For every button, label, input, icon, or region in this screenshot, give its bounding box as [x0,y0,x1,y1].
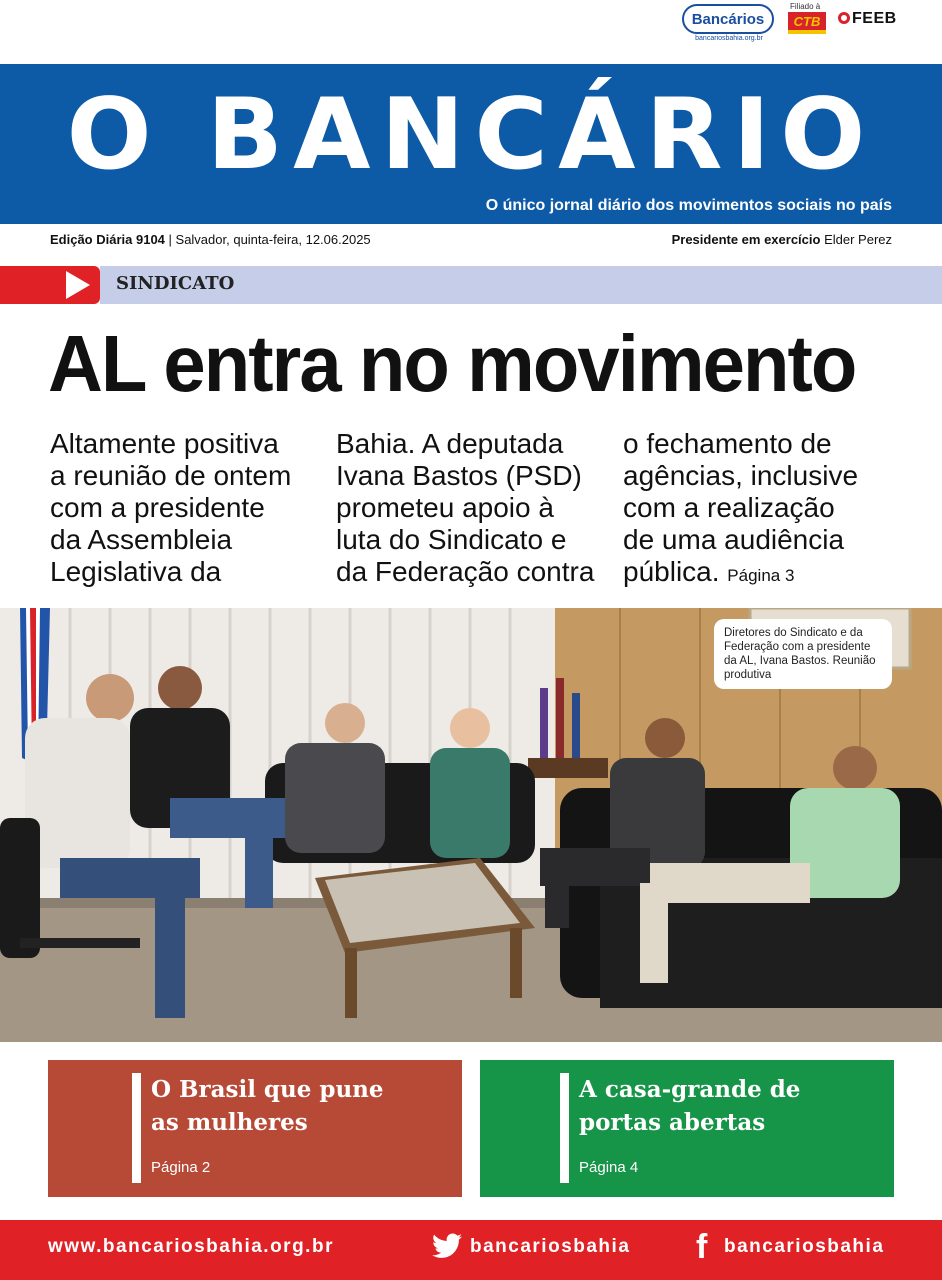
feeb-logo-icon [838,12,850,24]
feeb-logo: FEEB [852,10,897,27]
president-name: Elder Perez [824,232,892,247]
story-column-3 [623,428,893,592]
teaser-accent-bar [560,1073,569,1183]
story-page-ref: Página 3 [727,566,795,585]
edition-info [50,232,371,247]
play-icon [66,271,90,299]
footer-website-link[interactable]: www.bancariosbahia.org.br [48,1236,334,1257]
edition-place-date: | Salvador, quinta-feira, 12.06.2025 [168,232,371,247]
president-label: Presidente em exercício [671,232,821,247]
filiado-label: Filiado à [790,2,821,11]
president-info [672,232,892,247]
ctb-logo: CTB [788,12,826,34]
bancarios-logo: Bancários [682,4,774,34]
footer-twitter-handle[interactable]: bancariosbahia [470,1236,631,1257]
story-column-2: Bahia. A deputada Ivana Bastos (PSD) prometeu apoio à luta do Sindicato e da Federação contra [336,428,595,587]
teaser-title: O Brasil que pune as mulheres [151,1076,384,1136]
main-headline: AL entra no movimento [48,319,856,408]
facebook-icon[interactable]: f [696,1228,708,1266]
story-column-1: Altamente positiva a reunião de ontem com a presidente da Assembleia Legislativa da [50,428,292,587]
edition-number: Edição Diária 9104 [50,232,165,247]
teaser-accent-bar [132,1073,141,1183]
photo-caption: Diretores do Sindicato e da Federação com a presidente da AL, Ivana Bastos. Reunião produtiva [714,619,892,689]
story-column-3-text: o fechamento de agências, inclusive com a realização de uma audiência pública. [623,428,859,587]
footer-facebook-handle[interactable]: bancariosbahia [724,1236,885,1257]
twitter-icon[interactable] [432,1233,462,1264]
teaser-page: Página 2 [151,1159,211,1176]
teaser-page: Página 4 [579,1159,639,1176]
bancarios-logo-url: bancariosbahia.org.br [695,35,763,42]
newspaper-title: O BANCÁRIO [66,78,876,192]
section-label: SINDICATO [116,273,235,294]
newspaper-subtitle: O único jornal diário dos movimentos sociais no país [485,197,892,214]
teaser-title: A casa-grande de portas abertas [579,1076,801,1136]
